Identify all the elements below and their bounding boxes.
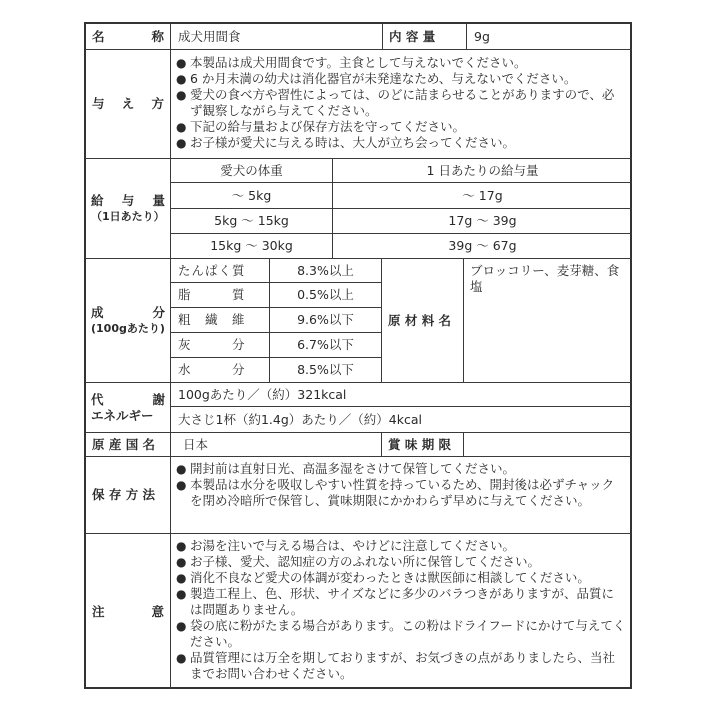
content-value: 9g — [467, 24, 632, 50]
amount-cell: 39g 〜 67g — [333, 234, 632, 259]
caution-item: ● お湯を注いで与える場合は、やけどに注意してください。 — [177, 538, 626, 554]
feeding-amount-label-1: 給 — [91, 192, 104, 208]
name-label — [86, 24, 171, 50]
amount-cell: 〜 17g — [333, 183, 632, 209]
feeding-method-label-2: え — [121, 96, 135, 111]
storage-list — [171, 457, 632, 534]
energy-label-c: エネルギー — [91, 407, 154, 423]
feeding-amount-sub-label: （1日あたり） — [91, 209, 165, 223]
caution-item: ● お子様、愛犬、認知症の方のふれない所に保管してください。 — [177, 554, 626, 570]
weight-cell: 〜 5kg — [171, 183, 333, 209]
content-label: 内 容 量 — [383, 24, 467, 50]
energy-label — [86, 383, 171, 433]
energy-label-top — [91, 392, 165, 408]
composition-sub-label: (100gあたり) — [91, 321, 165, 335]
composition-label — [86, 259, 171, 383]
origin-value: 日本 — [171, 433, 382, 457]
storage-item: ● 開封前は直射日光、高温多湿をさけて保管してください。 — [177, 461, 626, 477]
name-label-a: 名 — [92, 28, 105, 44]
nutrient-value: 8.3%以上 — [270, 259, 382, 283]
nutrient-name: 粗 繊 維 — [171, 308, 270, 333]
nutrient-value: 6.7%以下 — [270, 333, 382, 358]
weight-cell: 15kg 〜 30kg — [171, 234, 333, 259]
caution-list — [171, 534, 632, 689]
feeding-method-item: ● 6 か月未満の幼犬は消化器官が未発達なため、与えないでください。 — [177, 71, 626, 87]
amount-header: 1 日あたりの給与量 — [333, 159, 632, 183]
nutrient-value: 8.5%以下 — [270, 358, 382, 383]
caution-item: ● 消化不良など愛犬の体調が変わったときは獣医師に相談してください。 — [177, 570, 626, 586]
caution-item: ● 袋の底に粉がたまる場合があります。この粉はドライフードにかけて与えてください。 — [177, 618, 626, 650]
caution-item: ● 製造工程上、色、形状、サイズなどに多少のバラつきがありますが、品質には問題ありません。 — [177, 586, 626, 618]
nutrient-name: 灰 分 — [171, 333, 270, 358]
feeding-method-item: ● お子様が愛犬に与える時は、大人が立ち会ってください。 — [177, 135, 626, 151]
feeding-method-list — [171, 50, 632, 159]
feeding-method-item: ● 愛犬の食べ方や習性によっては、のどに詰まらせることがありますので、必ず観察しながら与えてください。 — [177, 87, 626, 119]
caution-label-b: 意 — [151, 603, 164, 619]
nutrient-name: 水 分 — [171, 358, 270, 383]
energy-per-spoon: 大さじ1杯（約1.4g）あたり／（約）4kcal — [171, 407, 632, 433]
feeding-amount-label-main — [91, 193, 165, 209]
amount-cell: 17g 〜 39g — [333, 209, 632, 234]
energy-per-100g: 100gあたり／（約）321kcal — [171, 383, 632, 407]
feeding-amount-label-2: 与 — [121, 192, 135, 208]
energy-label-a: 代 — [91, 391, 104, 407]
feeding-method-item: ● 下記の給与量および保存方法を守ってください。 — [177, 119, 626, 135]
caution-label — [86, 534, 171, 689]
nutrient-name: 脂 質 — [171, 283, 270, 308]
caution-item: ● 品質管理には万全を期しておりますが、お気づきの点がありましたら、当社までお問い合わせください。 — [177, 650, 626, 682]
composition-label-main — [91, 305, 165, 321]
feeding-amount-label — [86, 159, 171, 259]
feeding-amount-label-3: 量 — [152, 192, 165, 208]
ingredients-value: ブロッコリー、麦芽糖、食塩 — [464, 259, 632, 383]
feeding-method-label-3: 方 — [151, 96, 164, 111]
weight-cell: 5kg 〜 15kg — [171, 209, 333, 234]
composition-label-a: 成 — [91, 304, 104, 320]
origin-label: 原 産 国 名 — [86, 433, 171, 457]
caution-label-a: 注 — [92, 603, 105, 619]
feeding-method-label — [86, 50, 171, 159]
expiry-value — [464, 433, 632, 457]
storage-item: ● 本製品は水分を吸収しやすい性質を持っているため、開封後は必ずチャックを閉め冷暗所で保管し、賞味期限にかかわらず早めに与えてください。 — [177, 477, 626, 509]
name-label-b: 称 — [151, 28, 164, 44]
storage-label: 保 存 方 法 — [86, 457, 171, 534]
nutrient-value: 9.6%以下 — [270, 308, 382, 333]
energy-label-b: 謝 — [152, 391, 165, 407]
expiry-label: 賞 味 期 限 — [382, 433, 464, 457]
composition-label-b: 分 — [152, 304, 165, 320]
feeding-method-label-1: 与 — [92, 96, 105, 111]
feeding-method-item: ● 本製品は成犬用間食です。主食として与えないでください。 — [177, 55, 626, 71]
product-label-table — [84, 22, 632, 689]
nutrient-value: 0.5%以上 — [270, 283, 382, 308]
name-value: 成犬用間食 — [171, 24, 383, 50]
weight-header: 愛犬の体重 — [171, 159, 333, 183]
ingredients-label: 原 材 料 名 — [382, 259, 464, 383]
nutrient-name: たんぱく質 — [171, 259, 270, 283]
